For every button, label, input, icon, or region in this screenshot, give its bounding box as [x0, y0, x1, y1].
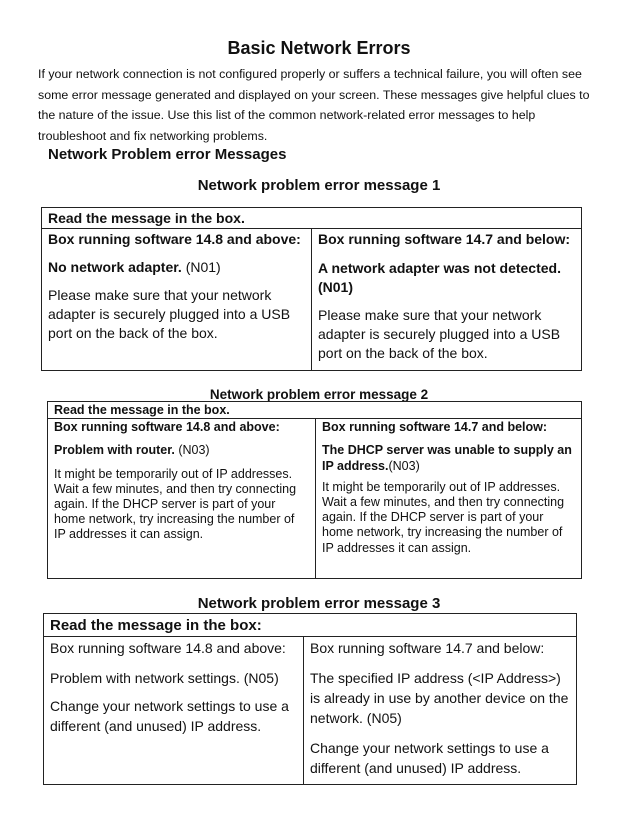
error-message: Problem with router.	[54, 443, 175, 458]
read-message-row	[44, 614, 577, 637]
error-message: A network adapter was not detected. (N01)	[318, 260, 561, 295]
advice-text: Change your network settings to use a different (and unused) IP address.	[50, 698, 289, 734]
error-message: The DHCP server was unable to supply an IP address.	[322, 443, 572, 473]
error-code: (N03)	[174, 443, 210, 458]
error-line	[48, 258, 305, 277]
message-3-table	[43, 613, 577, 785]
advice-text: Please make sure that your network adapter is securely plugged into a USB port on the back of the box.	[48, 287, 291, 341]
page-title: Basic Network Errors	[227, 38, 411, 58]
read-message-label: Read the message in the box.	[54, 403, 230, 417]
read-message-row	[48, 402, 582, 419]
message-1-title: Network problem error message 1	[197, 177, 441, 194]
error-line	[54, 443, 309, 458]
left-cell	[44, 637, 304, 785]
read-message-label: Read the message in the box.	[48, 210, 245, 226]
advice-text: It might be temporarily out of IP addresses. Wait a few minutes, and then try connecting again. If the DHCP server is part of your home network, try increasing the number of IP addresses it can assign.	[322, 479, 565, 555]
software-header: Box running software 14.8 and above:	[48, 231, 301, 247]
error-code: (N01)	[181, 259, 221, 275]
left-cell	[42, 229, 312, 371]
error-code: (N03)	[388, 458, 420, 473]
error-message: The specified IP address (<IP Address>) is already in use by another device on the network. (N05)	[310, 670, 569, 726]
error-message: No network adapter.	[48, 259, 182, 275]
message-2-title: Network problem error message 2	[209, 387, 429, 402]
message-1-table	[41, 207, 582, 371]
read-message-row	[42, 208, 582, 229]
software-header: Box running software 14.7 and below:	[310, 640, 545, 656]
advice-text: Please make sure that your network adapter is securely plugged into a USB port on the back of the box.	[318, 307, 561, 361]
right-cell	[312, 229, 582, 371]
advice-text: Change your network settings to use a different (and unused) IP address.	[310, 740, 549, 776]
software-header: Box running software 14.7 and below:	[322, 420, 548, 435]
right-cell	[316, 419, 582, 579]
left-cell	[48, 419, 316, 579]
software-header: Box running software 14.7 and below:	[318, 231, 571, 247]
section-heading: Network Problem error Messages	[48, 146, 287, 163]
advice-text: It might be temporarily out of IP addresses. Wait a few minutes, and then try connecting again. If the DHCP server is part of your home network, try increasing the number of IP addresses it can assign.	[54, 466, 297, 542]
message-3-title: Network problem error message 3	[197, 595, 441, 612]
software-header: Box running software 14.8 and above:	[54, 420, 280, 435]
message-2-table	[47, 401, 582, 579]
error-message: Problem with network settings. (N05)	[50, 670, 279, 686]
right-cell	[304, 637, 577, 785]
intro-paragraph: If your network connection is not configured properly or suffers a technical failure, you will often see some error message generated and displayed on your screen. These messages give helpful clues to the nature of the issue. Use this list of the common network-related error messages to help troubleshoot and fix networking problems.	[38, 67, 590, 143]
error-line	[322, 443, 575, 473]
read-message-label: Read the message in the box:	[50, 617, 262, 634]
software-header: Box running software 14.8 and above:	[50, 640, 286, 656]
